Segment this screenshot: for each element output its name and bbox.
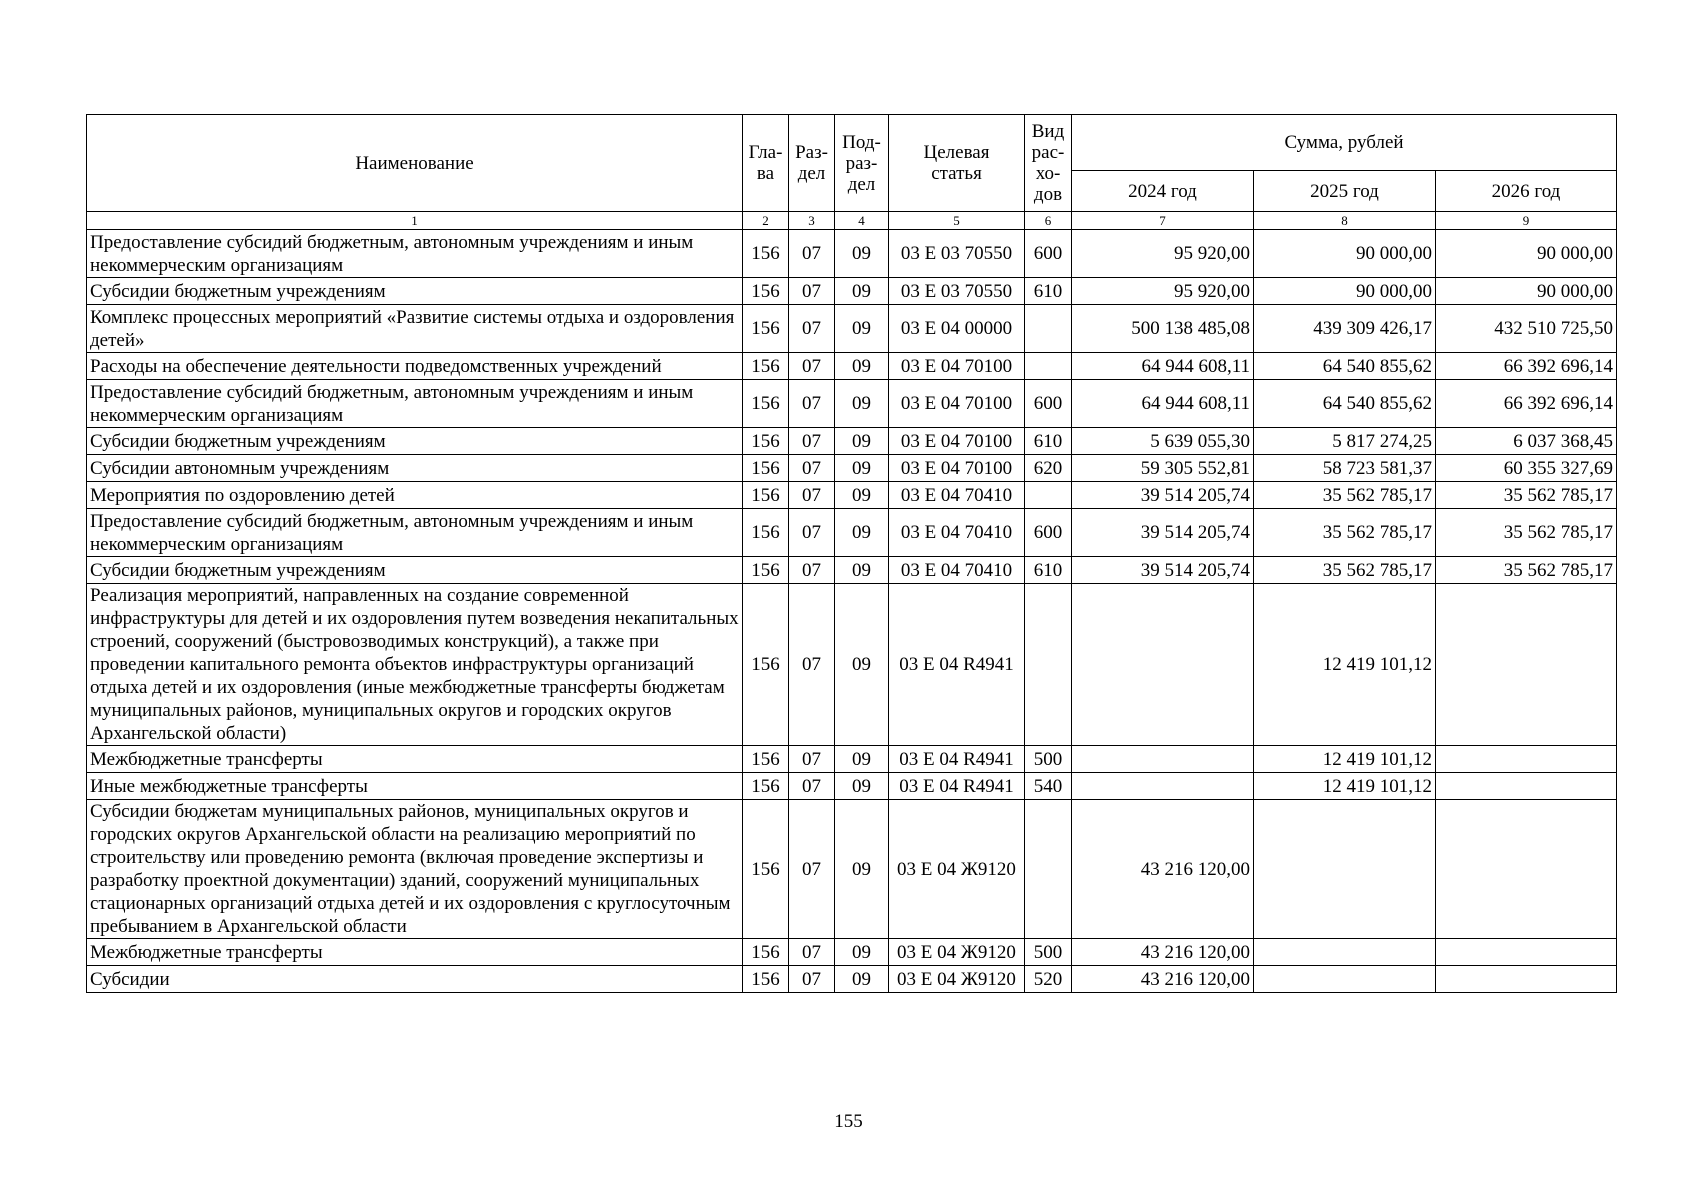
cell-section: 07 [789,746,835,773]
cell-sum-2026: 66 392 696,14 [1436,380,1617,428]
cell-sum-2026: 35 562 785,17 [1436,509,1617,557]
cell-chapter: 156 [743,380,789,428]
table-row [87,746,1617,773]
table-row [87,230,1617,278]
column-number: 8 [1254,212,1436,230]
table-header [87,115,1617,230]
cell-subsection: 09 [835,353,889,380]
cell-subsection: 09 [835,557,889,584]
table-row [87,278,1617,305]
cell-sum-2024 [1072,584,1254,746]
header-chapter: Гла- ва [743,115,789,212]
cell-section: 07 [789,557,835,584]
cell-name: Межбюджетные трансферты [87,939,743,966]
cell-section: 07 [789,584,835,746]
cell-chapter: 156 [743,353,789,380]
cell-chapter: 156 [743,428,789,455]
header-target-article: Целевая статья [889,115,1025,212]
cell-subsection: 09 [835,584,889,746]
cell-section: 07 [789,455,835,482]
cell-target-article: 03 Е 04 70100 [889,380,1025,428]
cell-section: 07 [789,353,835,380]
cell-name: Субсидии бюджетам муниципальных районов, муниципальных округов и городских округов Архангельской области на реализацию мероприятий по строительству или проведению ремонта (включая проведение экспертизы и разработку проектной документации) зданий, сооружений муниципальных стационарных организаций отдыха детей и их оздоровления с круглосуточным пребыванием в Архангельской области [87,800,743,939]
table-row [87,482,1617,509]
cell-expense-type: 500 [1025,939,1072,966]
cell-expense-type [1025,353,1072,380]
cell-target-article: 03 Е 04 70410 [889,482,1025,509]
cell-section: 07 [789,482,835,509]
cell-name: Реализация мероприятий, направленных на создание современной инфраструктуры для детей и их оздоровления путем возведения некапитальных строений, сооружений (быстровозводимых конструкций), а также при проведении капитального ремонта объектов инфраструктуры организаций отдыха детей и их оздоровления (иные межбюджетные трансферты бюджетам муниципальных районов, муниципальных округов и городских округов Архангельской области) [87,584,743,746]
cell-sum-2025 [1254,939,1436,966]
page-number: 155 [834,1111,863,1132]
table-row [87,773,1617,800]
cell-sum-2025: 64 540 855,62 [1254,353,1436,380]
cell-target-article: 03 Е 04 R4941 [889,773,1025,800]
column-number: 4 [835,212,889,230]
cell-sum-2026: 66 392 696,14 [1436,353,1617,380]
cell-sum-2025 [1254,966,1436,993]
cell-sum-2026 [1436,966,1617,993]
cell-sum-2026 [1436,584,1617,746]
table-row [87,800,1617,939]
cell-section: 07 [789,509,835,557]
cell-sum-2026: 432 510 725,50 [1436,305,1617,353]
cell-section: 07 [789,800,835,939]
cell-sum-2025: 5 817 274,25 [1254,428,1436,455]
cell-sum-2026 [1436,800,1617,939]
cell-target-article: 03 Е 04 Ж9120 [889,800,1025,939]
table-row [87,455,1617,482]
table-row [87,939,1617,966]
cell-subsection: 09 [835,230,889,278]
cell-target-article: 03 Е 04 R4941 [889,746,1025,773]
cell-sum-2026: 6 037 368,45 [1436,428,1617,455]
header-subsection: Под- раз- дел [835,115,889,212]
cell-chapter: 156 [743,305,789,353]
cell-chapter: 156 [743,482,789,509]
cell-subsection: 09 [835,455,889,482]
budget-table [86,114,1617,993]
cell-section: 07 [789,939,835,966]
cell-sum-2026 [1436,746,1617,773]
cell-subsection: 09 [835,428,889,455]
cell-sum-2026: 35 562 785,17 [1436,557,1617,584]
cell-sum-2025: 12 419 101,12 [1254,773,1436,800]
cell-sum-2026: 35 562 785,17 [1436,482,1617,509]
cell-subsection: 09 [835,773,889,800]
cell-section: 07 [789,966,835,993]
cell-target-article: 03 Е 04 70410 [889,509,1025,557]
cell-sum-2026: 90 000,00 [1436,278,1617,305]
cell-target-article: 03 Е 04 70410 [889,557,1025,584]
cell-section: 07 [789,278,835,305]
cell-chapter: 156 [743,800,789,939]
cell-sum-2024: 59 305 552,81 [1072,455,1254,482]
cell-chapter: 156 [743,966,789,993]
cell-name: Субсидии бюджетным учреждениям [87,557,743,584]
cell-expense-type: 600 [1025,380,1072,428]
column-number: 2 [743,212,789,230]
cell-sum-2024: 39 514 205,74 [1072,509,1254,557]
cell-sum-2025: 64 540 855,62 [1254,380,1436,428]
cell-name: Предоставление субсидий бюджетным, автономным учреждениям и иным некоммерческим организациям [87,509,743,557]
cell-subsection: 09 [835,800,889,939]
cell-target-article: 03 Е 04 70100 [889,428,1025,455]
cell-sum-2025: 12 419 101,12 [1254,746,1436,773]
cell-sum-2026 [1436,773,1617,800]
cell-sum-2024: 43 216 120,00 [1072,800,1254,939]
cell-section: 07 [789,773,835,800]
cell-sum-2025: 90 000,00 [1254,278,1436,305]
cell-section: 07 [789,305,835,353]
cell-sum-2024: 39 514 205,74 [1072,557,1254,584]
cell-sum-2024: 39 514 205,74 [1072,482,1254,509]
cell-chapter: 156 [743,455,789,482]
cell-name: Межбюджетные трансферты [87,746,743,773]
cell-subsection: 09 [835,509,889,557]
cell-name: Иные межбюджетные трансферты [87,773,743,800]
column-number: 9 [1436,212,1617,230]
header-section: Раз- дел [789,115,835,212]
cell-sum-2024 [1072,773,1254,800]
cell-expense-type: 600 [1025,509,1072,557]
cell-section: 07 [789,428,835,455]
cell-section: 07 [789,380,835,428]
cell-target-article: 03 Е 04 Ж9120 [889,939,1025,966]
cell-subsection: 09 [835,939,889,966]
cell-chapter: 156 [743,584,789,746]
cell-expense-type: 600 [1025,230,1072,278]
header-sum: Сумма, рублей [1072,115,1617,171]
cell-subsection: 09 [835,746,889,773]
cell-sum-2025: 58 723 581,37 [1254,455,1436,482]
cell-target-article: 03 Е 04 00000 [889,305,1025,353]
cell-sum-2024 [1072,746,1254,773]
cell-expense-type [1025,584,1072,746]
cell-name: Субсидии автономным учреждениям [87,455,743,482]
column-number: 6 [1025,212,1072,230]
cell-expense-type: 520 [1025,966,1072,993]
cell-sum-2025: 35 562 785,17 [1254,509,1436,557]
cell-subsection: 09 [835,278,889,305]
column-number: 3 [789,212,835,230]
table-body [87,230,1617,993]
cell-target-article: 03 Е 04 Ж9120 [889,966,1025,993]
cell-target-article: 03 Е 03 70550 [889,230,1025,278]
cell-name: Субсидии бюджетным учреждениям [87,428,743,455]
cell-sum-2024: 43 216 120,00 [1072,939,1254,966]
cell-expense-type: 620 [1025,455,1072,482]
cell-name: Предоставление субсидий бюджетным, автономным учреждениям и иным некоммерческим организациям [87,380,743,428]
header-year-2024: 2024 год [1072,171,1254,212]
cell-expense-type [1025,800,1072,939]
header-year-2026: 2026 год [1436,171,1617,212]
cell-expense-type: 610 [1025,278,1072,305]
cell-sum-2024: 5 639 055,30 [1072,428,1254,455]
cell-sum-2025: 35 562 785,17 [1254,557,1436,584]
cell-target-article: 03 Е 04 70100 [889,455,1025,482]
cell-sum-2025: 90 000,00 [1254,230,1436,278]
cell-expense-type: 610 [1025,428,1072,455]
cell-expense-type [1025,305,1072,353]
cell-sum-2024: 64 944 608,11 [1072,353,1254,380]
cell-subsection: 09 [835,380,889,428]
cell-sum-2025: 439 309 426,17 [1254,305,1436,353]
table-row [87,966,1617,993]
cell-expense-type [1025,482,1072,509]
cell-chapter: 156 [743,773,789,800]
cell-sum-2024: 64 944 608,11 [1072,380,1254,428]
table-row [87,509,1617,557]
cell-sum-2026 [1436,939,1617,966]
cell-name: Мероприятия по оздоровлению детей [87,482,743,509]
cell-chapter: 156 [743,509,789,557]
cell-subsection: 09 [835,966,889,993]
cell-section: 07 [789,230,835,278]
cell-sum-2024: 500 138 485,08 [1072,305,1254,353]
cell-subsection: 09 [835,482,889,509]
table-row [87,584,1617,746]
cell-sum-2024: 43 216 120,00 [1072,966,1254,993]
cell-expense-type: 610 [1025,557,1072,584]
table-row [87,557,1617,584]
cell-name: Комплекс процессных мероприятий «Развитие системы отдыха и оздоровления детей» [87,305,743,353]
header-name: Наименование [87,115,743,212]
cell-target-article: 03 Е 04 70100 [889,353,1025,380]
cell-sum-2025: 35 562 785,17 [1254,482,1436,509]
table-row [87,353,1617,380]
cell-sum-2024: 95 920,00 [1072,278,1254,305]
cell-chapter: 156 [743,278,789,305]
cell-chapter: 156 [743,230,789,278]
column-number-row [87,212,1617,230]
cell-sum-2026: 90 000,00 [1436,230,1617,278]
header-expense-type: Вид рас- хо- дов [1025,115,1072,212]
cell-expense-type: 500 [1025,746,1072,773]
column-number: 5 [889,212,1025,230]
cell-sum-2026: 60 355 327,69 [1436,455,1617,482]
header-year-2025: 2025 год [1254,171,1436,212]
cell-subsection: 09 [835,305,889,353]
cell-sum-2024: 95 920,00 [1072,230,1254,278]
cell-name: Субсидии [87,966,743,993]
cell-chapter: 156 [743,939,789,966]
cell-name: Предоставление субсидий бюджетным, автономным учреждениям и иным некоммерческим организациям [87,230,743,278]
cell-target-article: 03 Е 03 70550 [889,278,1025,305]
table-row [87,380,1617,428]
cell-chapter: 156 [743,746,789,773]
cell-sum-2025: 12 419 101,12 [1254,584,1436,746]
cell-expense-type: 540 [1025,773,1072,800]
cell-target-article: 03 Е 04 R4941 [889,584,1025,746]
column-number: 7 [1072,212,1254,230]
table-row [87,428,1617,455]
cell-sum-2025 [1254,800,1436,939]
cell-chapter: 156 [743,557,789,584]
column-number: 1 [87,212,743,230]
cell-name: Расходы на обеспечение деятельности подведомственных учреждений [87,353,743,380]
cell-name: Субсидии бюджетным учреждениям [87,278,743,305]
table-row [87,305,1617,353]
